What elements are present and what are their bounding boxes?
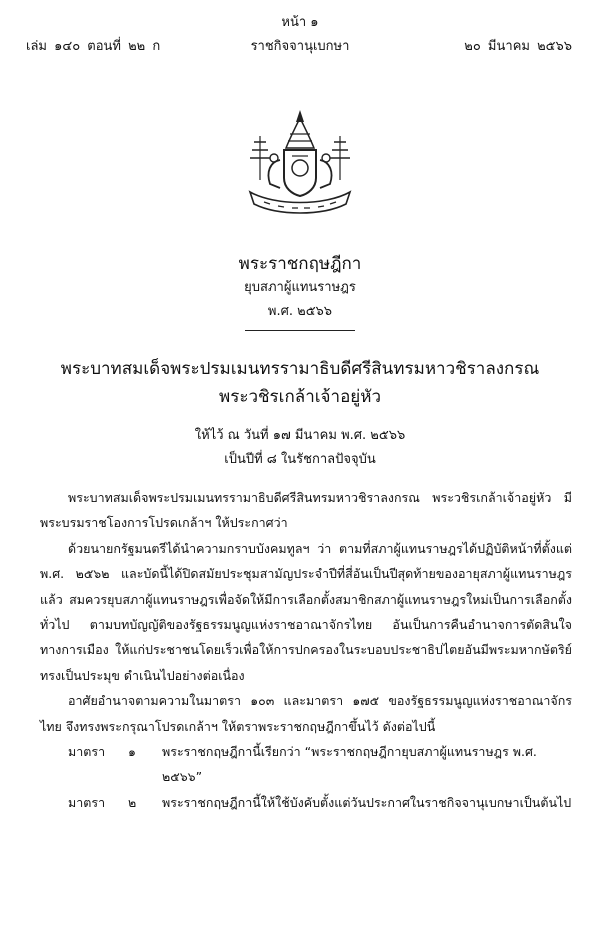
publication-name: ราชกิจจานุเบกษา [250, 39, 350, 54]
preamble-paragraph: พระบาทสมเด็จพระปรมเมนทรรามาธิบดีศรีสินทรมหาวชิราลงกรณ พระวชิรเกล้าเจ้าอยู่หัว มีพระบรมราชโองการโปรดเกล้าฯ ให้ประกาศว่า [40, 490, 572, 531]
title-divider [245, 330, 355, 331]
decree-title-block [0, 252, 600, 331]
authority-paragraph: อาศัยอำนาจตามความในมาตรา ๑๐๓ และมาตรา ๑๗๕ ของรัฐธรรมนูญแห่งราชอาณาจักรไทย จึงทรงพระกรุณาโปรดเกล้าฯ ให้ตราพระราชกฤษฎีกาขึ้นไว้ ดังต่อไปนี้ [40, 693, 572, 734]
page-header [0, 0, 600, 80]
king-name-block [0, 355, 600, 411]
king-name-line-1: พระบาทสมเด็จพระปรมเมนทรรามาธิบดีศรีสินทรมหาวชิราลงกรณ [60, 359, 540, 379]
reign-year: เป็นปีที่ ๘ ในรัชกาลปัจจุบัน [224, 452, 376, 467]
page-number: หน้า ๑ [281, 15, 319, 30]
section-2 [40, 790, 572, 815]
given-date: ให้ไว้ ณ วันที่ ๑๗ มีนาคม พ.ศ. ๒๕๖๖ [194, 428, 406, 443]
publication-date: ๒๐ มีนาคม ๒๕๖๖ [464, 39, 572, 54]
decree-body [40, 485, 572, 815]
king-name-line-2: พระวชิรเกล้าเจ้าอยู่หัว [219, 387, 381, 407]
section-text: พระราชกฤษฎีกานี้เรียกว่า “พระราชกฤษฎีกายุบสภาผู้แทนราษฎร พ.ศ. ๒๕๖๖” [162, 744, 537, 785]
document-type: พระราชกฤษฎีกา [238, 254, 362, 274]
section-1 [40, 739, 572, 790]
section-label: มาตรา [68, 794, 106, 810]
royal-crown-emblem-icon [230, 108, 370, 218]
section-text: พระราชกฤษฎีกานี้ให้ใช้บังคับตั้งแต่วันประกาศในราชกิจจานุเบกษาเป็นต้นไป [162, 794, 572, 810]
section-number: ๑ [128, 744, 136, 760]
volume-issue: เล่ม ๑๔๐ ตอนที่ ๒๒ ก [26, 39, 161, 54]
reason-paragraph: ด้วยนายกรัฐมนตรีได้นำความกราบบังคมทูลฯ ว่า ตามที่สภาผู้แทนราษฎรได้ปฏิบัติหน้าที่ตั้งแต่ พ.ศ. ๒๕๖๒ และบัดนี้ได้ปิดสมัยประชุมสามัญประจำปีที่สี่อันเป็นปีสุดท้ายของอายุสภาผู้แทนราษฎรแล้ว สมควรยุบสภาผู้แทนราษฎรเพื่อจัดให้มีการเลือกตั้งสมาชิกสภาผู้แทนราษฎรใหม่เป็นการเลือกตั้งทั่วไป ตามบทบัญญัติของรัฐธรรมนูญแห่งราชอาณาจักรไทย อันเป็นการคืนอำนาจการตัดสินใจทางการเมือง ให้แก่ประชาชนโดยเร็วเพื่อให้การปกครองในระบอบประชาธิปไตยอันมีพระมหากษัตริย์ทรงเป็นประมุข ดำเนินไปอย่างต่อเนื่อง [40, 540, 572, 683]
section-label: มาตรา [68, 744, 106, 760]
given-date-block [0, 424, 600, 472]
decree-year: พ.ศ. ๒๕๖๖ [267, 304, 333, 319]
section-number: ๒ [128, 794, 137, 810]
decree-subject: ยุบสภาผู้แทนราษฎร [244, 280, 356, 295]
